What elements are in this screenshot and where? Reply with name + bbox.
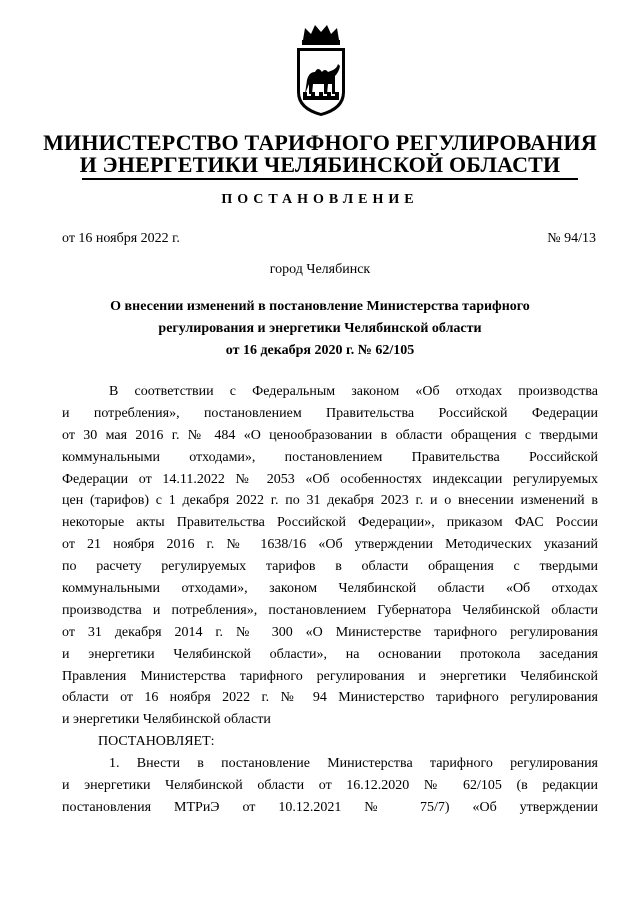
body-line: Федерации от 14.11.2022 № 2053 «Об особенностях индексации регулируемых bbox=[62, 471, 598, 487]
body-line: В соответствии с Федеральным законом «Об отходах производства bbox=[109, 384, 598, 399]
body-line: от 30 мая 2016 г. № 484 «О ценообразовании в области обращения с твердыми bbox=[62, 427, 598, 443]
coat-of-arms-emblem bbox=[291, 22, 351, 118]
subject-line: регулирования и энергетики Челябинской области bbox=[158, 321, 482, 336]
resolves-heading: ПОСТАНОВЛЯЕТ: bbox=[98, 734, 215, 750]
body-line: производства и потребления», постановлением Губернатора Челябинской области bbox=[62, 602, 598, 618]
body-line: некоторые акты Правительства Российской Федерации», приказом ФАС России bbox=[62, 515, 598, 531]
body-line: и энергетики Челябинской области bbox=[62, 712, 271, 728]
document-subject bbox=[0, 296, 640, 362]
document-city: город Челябинск bbox=[269, 262, 371, 277]
body-line: от 21 ноября 2016 г. № 1638/16 «Об утверждении Методических указаний bbox=[62, 537, 598, 553]
subject-line: от 16 декабря 2020 г. № 62/105 bbox=[225, 343, 415, 358]
document-date: от 16 ноября 2022 г. bbox=[62, 231, 180, 246]
body-line: области от 16 ноября 2022 г. № 94 Министерство тарифного регулирования bbox=[62, 690, 598, 706]
body-line: и энергетики Челябинской области», на основании протокола заседания bbox=[62, 646, 598, 662]
body-line: от 31 декабря 2014 г. № 300 «О Министерстве тарифного регулирования bbox=[62, 624, 598, 640]
body-line: цен (тарифов) с 1 декабря 2022 г. по 31 декабря 2023 г. и о внесении изменений в bbox=[62, 493, 598, 509]
ministry-name-line1: МИНИСТЕРСТВО ТАРИФНОГО РЕГУЛИРОВАНИЯ bbox=[43, 130, 597, 155]
header-divider bbox=[82, 178, 578, 180]
subject-line: О внесении изменений в постановление Министерства тарифного bbox=[110, 299, 530, 314]
body-line: коммунальными отходами», постановлением Правительства Российской bbox=[62, 449, 598, 465]
body-line: Правления Министерства тарифного регулирования и энергетики Челябинской bbox=[62, 668, 598, 684]
document-number: № 94/13 bbox=[547, 231, 596, 246]
body-line: по расчету регулируемых тарифов в области обращения с твердыми bbox=[62, 559, 598, 575]
document-type-title: ПОСТАНОВЛЕНИЕ bbox=[221, 192, 419, 207]
item-line: и энергетики Челябинской области от 16.12.2020 № 62/105 (в редакции bbox=[62, 778, 598, 794]
item-line: постановления МТРиЭ от 10.12.2021 № 75/7) «Об утверждении bbox=[62, 799, 598, 815]
body-line: и потребления», постановлением Правительства Российской Федерации bbox=[62, 405, 598, 421]
document-body bbox=[62, 381, 598, 819]
ministry-name-line2: И ЭНЕРГЕТИКИ ЧЕЛЯБИНСКОЙ ОБЛАСТИ bbox=[79, 152, 561, 177]
item-line: 1. Внести в постановление Министерства тарифного регулирования bbox=[109, 756, 598, 772]
body-line: коммунальными отходами», законом Челябинской области «Об отходах bbox=[62, 581, 598, 597]
